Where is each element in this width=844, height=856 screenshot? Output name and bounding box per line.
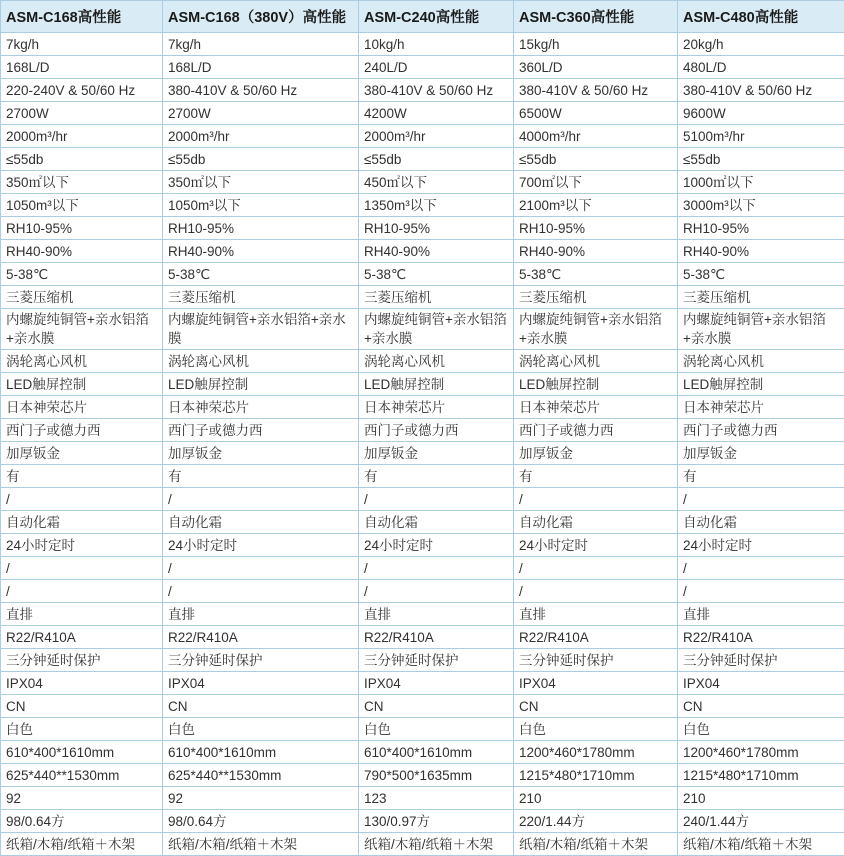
table-cell: RH40-90% [359, 240, 514, 263]
table-cell: 有 [359, 465, 514, 488]
table-cell: RH40-90% [514, 240, 678, 263]
table-cell: 9600W [678, 102, 844, 125]
table-cell: 加厚钣金 [1, 442, 163, 465]
column-header-3: ASM-C240高性能 [359, 1, 514, 33]
table-cell: IPX04 [163, 672, 359, 695]
table-cell: LED触屏控制 [163, 373, 359, 396]
table-cell: 350㎡以下 [1, 171, 163, 194]
table-cell: 加厚钣金 [514, 442, 678, 465]
table-row [1, 33, 844, 56]
table-cell: 2000m³/hr [1, 125, 163, 148]
table-cell: 5-38℃ [1, 263, 163, 286]
table-cell: ≤55db [163, 148, 359, 171]
table-cell: 涡轮离心风机 [359, 350, 514, 373]
table-cell: 自动化霜 [1, 511, 163, 534]
table-row [1, 810, 844, 833]
table-cell: 92 [163, 787, 359, 810]
table-cell: 5-38℃ [678, 263, 844, 286]
table-cell: CN [514, 695, 678, 718]
table-cell: 168L/D [1, 56, 163, 79]
table-cell: 5-38℃ [514, 263, 678, 286]
table-cell: / [359, 580, 514, 603]
table-cell: 三分钟延时保护 [1, 649, 163, 672]
table-row [1, 373, 844, 396]
table-cell: / [514, 580, 678, 603]
table-cell: 360L/D [514, 56, 678, 79]
table-cell: 2000m³/hr [163, 125, 359, 148]
table-cell: 130/0.97方 [359, 810, 514, 833]
table-row [1, 626, 844, 649]
table-cell: 7kg/h [163, 33, 359, 56]
table-cell: R22/R410A [678, 626, 844, 649]
table-cell: 白色 [359, 718, 514, 741]
table-row [1, 56, 844, 79]
table-cell: 700㎡以下 [514, 171, 678, 194]
table-row [1, 580, 844, 603]
table-cell: / [1, 580, 163, 603]
table-cell: R22/R410A [514, 626, 678, 649]
table-cell: 自动化霜 [359, 511, 514, 534]
table-cell: 210 [678, 787, 844, 810]
table-cell: 240L/D [359, 56, 514, 79]
table-row [1, 787, 844, 810]
table-row [1, 534, 844, 557]
table-cell: 有 [514, 465, 678, 488]
spec-table-body [1, 33, 844, 856]
table-cell: 123 [359, 787, 514, 810]
table-cell: 直排 [359, 603, 514, 626]
table-cell: 98/0.64方 [1, 810, 163, 833]
table-cell: LED触屏控制 [359, 373, 514, 396]
table-cell: 350㎡以下 [163, 171, 359, 194]
table-cell: 380-410V & 50/60 Hz [359, 79, 514, 102]
table-row [1, 309, 844, 350]
table-cell: 610*400*1610mm [359, 741, 514, 764]
table-cell: 三菱压缩机 [678, 286, 844, 309]
table-cell: 1050m³以下 [1, 194, 163, 217]
table-cell: 自动化霜 [514, 511, 678, 534]
table-cell: 24小时定时 [678, 534, 844, 557]
table-cell: 2000m³/hr [359, 125, 514, 148]
table-cell: R22/R410A [1, 626, 163, 649]
table-cell: / [678, 557, 844, 580]
table-cell: 西门子或德力西 [1, 419, 163, 442]
table-cell: 纸箱/木箱/纸箱＋木架 [514, 833, 678, 856]
table-cell: 白色 [163, 718, 359, 741]
table-cell: LED触屏控制 [514, 373, 678, 396]
table-cell: 1215*480*1710mm [514, 764, 678, 787]
table-cell: / [163, 557, 359, 580]
table-cell: 日本神荣芯片 [163, 396, 359, 419]
table-row [1, 350, 844, 373]
table-cell: IPX04 [514, 672, 678, 695]
table-cell: 内螺旋纯铜管+亲水铝箔+亲水膜 [1, 309, 163, 350]
table-cell: 加厚钣金 [163, 442, 359, 465]
table-cell: 日本神荣芯片 [514, 396, 678, 419]
table-row [1, 171, 844, 194]
table-cell: 5-38℃ [163, 263, 359, 286]
table-cell: 1200*460*1780mm [514, 741, 678, 764]
table-cell: 内螺旋纯铜管+亲水铝箔+亲水膜 [359, 309, 514, 350]
table-row [1, 194, 844, 217]
table-cell: 自动化霜 [678, 511, 844, 534]
table-cell: RH40-90% [163, 240, 359, 263]
table-cell: 4200W [359, 102, 514, 125]
table-cell: 240/1.44方 [678, 810, 844, 833]
table-cell: 380-410V & 50/60 Hz [678, 79, 844, 102]
table-cell: 直排 [514, 603, 678, 626]
table-row [1, 488, 844, 511]
table-row [1, 148, 844, 171]
column-header-2: ASM-C168（380V）高性能 [163, 1, 359, 33]
table-cell: 1000㎡以下 [678, 171, 844, 194]
table-cell: 168L/D [163, 56, 359, 79]
table-cell: / [1, 557, 163, 580]
table-cell: R22/R410A [359, 626, 514, 649]
table-cell: 380-410V & 50/60 Hz [163, 79, 359, 102]
table-cell: 1350m³以下 [359, 194, 514, 217]
table-cell: 24小时定时 [163, 534, 359, 557]
table-cell: 三分钟延时保护 [359, 649, 514, 672]
table-cell: CN [359, 695, 514, 718]
table-cell: RH40-90% [1, 240, 163, 263]
spec-table-header [1, 1, 844, 33]
table-cell: 三分钟延时保护 [514, 649, 678, 672]
table-row [1, 396, 844, 419]
table-cell: / [678, 580, 844, 603]
table-row [1, 511, 844, 534]
table-cell: 涡轮离心风机 [514, 350, 678, 373]
table-cell: CN [678, 695, 844, 718]
table-cell: 白色 [1, 718, 163, 741]
table-row [1, 125, 844, 148]
table-cell: 6500W [514, 102, 678, 125]
table-cell: RH10-95% [163, 217, 359, 240]
table-cell: / [163, 488, 359, 511]
table-cell: 2100m³以下 [514, 194, 678, 217]
table-cell: 5-38℃ [359, 263, 514, 286]
table-cell: 三分钟延时保护 [678, 649, 844, 672]
table-cell: 三分钟延时保护 [163, 649, 359, 672]
table-cell: 三菱压缩机 [163, 286, 359, 309]
table-cell: 白色 [514, 718, 678, 741]
table-cell: ≤55db [359, 148, 514, 171]
table-cell: 涡轮离心风机 [678, 350, 844, 373]
table-row [1, 695, 844, 718]
table-row [1, 649, 844, 672]
table-cell: ≤55db [1, 148, 163, 171]
table-cell: 直排 [678, 603, 844, 626]
table-cell: 380-410V & 50/60 Hz [514, 79, 678, 102]
table-cell: 三菱压缩机 [514, 286, 678, 309]
table-cell: 10kg/h [359, 33, 514, 56]
table-cell: 480L/D [678, 56, 844, 79]
table-cell: 1200*460*1780mm [678, 741, 844, 764]
table-cell: RH10-95% [1, 217, 163, 240]
table-cell: 自动化霜 [163, 511, 359, 534]
table-cell: R22/R410A [163, 626, 359, 649]
table-row [1, 102, 844, 125]
table-cell: 24小时定时 [1, 534, 163, 557]
table-cell: ≤55db [678, 148, 844, 171]
table-cell: 内螺旋纯铜管+亲水铝箔+亲水膜 [163, 309, 359, 350]
table-row [1, 286, 844, 309]
table-cell: 220-240V & 50/60 Hz [1, 79, 163, 102]
table-cell: 790*500*1635mm [359, 764, 514, 787]
table-cell: 有 [163, 465, 359, 488]
table-cell: 白色 [678, 718, 844, 741]
table-row [1, 557, 844, 580]
table-cell: 加厚钣金 [678, 442, 844, 465]
table-row [1, 833, 844, 856]
table-cell: 日本神荣芯片 [1, 396, 163, 419]
table-cell: 210 [514, 787, 678, 810]
table-row [1, 263, 844, 286]
table-cell: 内螺旋纯铜管+亲水铝箔+亲水膜 [514, 309, 678, 350]
table-cell: RH10-95% [359, 217, 514, 240]
table-cell: 涡轮离心风机 [163, 350, 359, 373]
table-cell: 220/1.44方 [514, 810, 678, 833]
table-row [1, 465, 844, 488]
table-cell: 98/0.64方 [163, 810, 359, 833]
table-cell: 1215*480*1710mm [678, 764, 844, 787]
table-cell: 内螺旋纯铜管+亲水铝箔+亲水膜 [678, 309, 844, 350]
table-row [1, 79, 844, 102]
table-cell: 纸箱/木箱/纸箱＋木架 [359, 833, 514, 856]
table-row [1, 741, 844, 764]
table-cell: / [163, 580, 359, 603]
table-row [1, 603, 844, 626]
table-cell: 纸箱/木箱/纸箱＋木架 [163, 833, 359, 856]
table-cell: 2700W [1, 102, 163, 125]
table-cell: 日本神荣芯片 [678, 396, 844, 419]
table-cell: LED触屏控制 [678, 373, 844, 396]
table-row [1, 442, 844, 465]
table-cell: IPX04 [678, 672, 844, 695]
table-cell: 加厚钣金 [359, 442, 514, 465]
column-header-5: ASM-C480高性能 [678, 1, 844, 33]
table-cell: 20kg/h [678, 33, 844, 56]
column-header-4: ASM-C360高性能 [514, 1, 678, 33]
table-cell: / [514, 488, 678, 511]
table-cell: 西门子或德力西 [678, 419, 844, 442]
table-row [1, 217, 844, 240]
table-cell: IPX04 [1, 672, 163, 695]
table-cell: 1050m³以下 [163, 194, 359, 217]
table-cell: / [514, 557, 678, 580]
table-cell: 15kg/h [514, 33, 678, 56]
table-cell: CN [1, 695, 163, 718]
table-cell: ≤55db [514, 148, 678, 171]
table-cell: 625*440**1530mm [1, 764, 163, 787]
table-cell: 450㎡以下 [359, 171, 514, 194]
table-row [1, 718, 844, 741]
table-cell: RH10-95% [514, 217, 678, 240]
header-row [1, 1, 844, 33]
table-cell: 纸箱/木箱/纸箱＋木架 [1, 833, 163, 856]
table-cell: 4000m³/hr [514, 125, 678, 148]
table-cell: 西门子或德力西 [359, 419, 514, 442]
table-cell: CN [163, 695, 359, 718]
table-cell: / [1, 488, 163, 511]
table-cell: 直排 [163, 603, 359, 626]
table-cell: 有 [678, 465, 844, 488]
table-row [1, 764, 844, 787]
table-cell: 625*440**1530mm [163, 764, 359, 787]
table-cell: 三菱压缩机 [359, 286, 514, 309]
table-cell: 西门子或德力西 [163, 419, 359, 442]
table-cell: LED触屏控制 [1, 373, 163, 396]
table-cell: 日本神荣芯片 [359, 396, 514, 419]
table-cell: 直排 [1, 603, 163, 626]
table-cell: 610*400*1610mm [1, 741, 163, 764]
table-cell: 7kg/h [1, 33, 163, 56]
table-row [1, 240, 844, 263]
table-cell: / [678, 488, 844, 511]
table-row [1, 672, 844, 695]
table-cell: 92 [1, 787, 163, 810]
table-cell: / [359, 488, 514, 511]
table-cell: 3000m³以下 [678, 194, 844, 217]
table-cell: 涡轮离心风机 [1, 350, 163, 373]
table-cell: 有 [1, 465, 163, 488]
table-cell: / [359, 557, 514, 580]
table-cell: 24小时定时 [359, 534, 514, 557]
table-cell: RH10-95% [678, 217, 844, 240]
table-cell: RH40-90% [678, 240, 844, 263]
table-cell: 24小时定时 [514, 534, 678, 557]
table-cell: 5100m³/hr [678, 125, 844, 148]
table-cell: 610*400*1610mm [163, 741, 359, 764]
table-cell: IPX04 [359, 672, 514, 695]
table-cell: 三菱压缩机 [1, 286, 163, 309]
table-cell: 西门子或德力西 [514, 419, 678, 442]
column-header-1: ASM-C168高性能 [1, 1, 163, 33]
table-cell: 2700W [163, 102, 359, 125]
table-row [1, 419, 844, 442]
table-cell: 纸箱/木箱/纸箱＋木架 [678, 833, 844, 856]
